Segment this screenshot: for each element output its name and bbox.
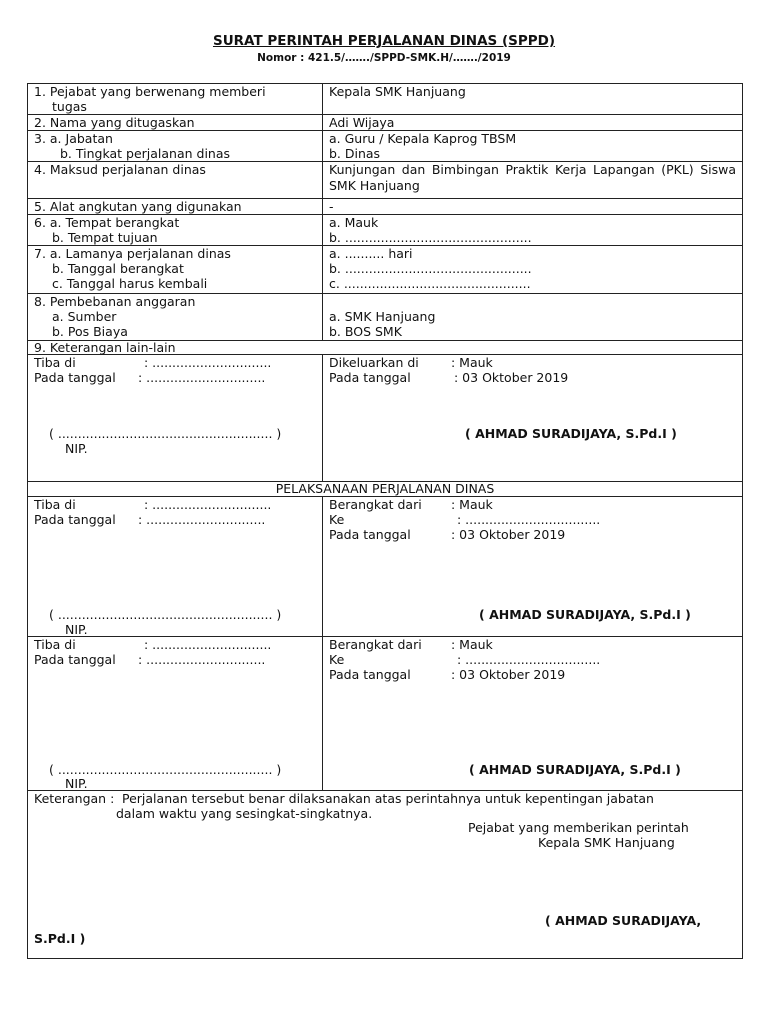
label-tanggal: Pada tanggal (329, 370, 411, 385)
label-berangkat-dari: Berangkat dari (329, 497, 422, 512)
label-ke: Ke (329, 512, 345, 527)
value-pada-tanggal: : .............................. (138, 652, 266, 667)
label-dikeluarkan: Dikeluarkan di (329, 355, 419, 370)
label-berangkat-dari: Berangkat dari (329, 637, 422, 652)
label-jabatan: 3. a. Jabatan (34, 131, 113, 146)
value-pada-tanggal: : .............................. (138, 370, 266, 385)
value-pejabat: Kepala SMK Hanjuang (329, 84, 466, 99)
label-lamanya: 7. a. Lamanya perjalanan dinas (34, 246, 231, 261)
row-lamanya (28, 246, 743, 294)
label-tanggal: Pada tanggal (329, 667, 411, 682)
label-pejabat: 1. Pejabat yang berwenang memberi (34, 84, 266, 99)
row-section-dikeluarkan (28, 355, 743, 482)
label-tanggal: Pada tanggal (329, 527, 411, 542)
label-maksud: 4. Maksud perjalanan dinas (34, 162, 206, 177)
signature-final-line1: ( AHMAD SURADIJAYA, (545, 913, 702, 928)
label-tiba: Tiba di (34, 497, 76, 512)
value-tempat-berangkat: a. Mauk (329, 215, 379, 230)
value-tiba: : .............................. (144, 497, 272, 512)
label-nama: 2. Nama yang ditugaskan (34, 115, 195, 130)
row-pelaksanaan-heading (28, 482, 743, 497)
value-tanggal: : 03 Oktober 2019 (454, 370, 569, 385)
value-tanggal: : 03 Oktober 2019 (451, 667, 566, 682)
label-ke: Ke (329, 652, 345, 667)
nip-label: NIP. (65, 622, 88, 637)
signature-left: ( ...................................................... ) (49, 607, 282, 622)
document-title: SURAT PERINTAH PERJALANAN DINAS (SPPD) (212, 33, 556, 49)
keterangan-label: Keterangan : (34, 791, 115, 806)
value-tanggal: : 03 Oktober 2019 (451, 527, 566, 542)
pejabat-title: Pejabat yang memberikan perintah (468, 820, 689, 835)
label-tiba: Tiba di (34, 637, 76, 652)
label-tingkat: b. Tingkat perjalanan dinas (60, 146, 231, 161)
row-maksud (28, 162, 743, 199)
nip-label: NIP. (65, 776, 88, 791)
row-anggaran (28, 294, 743, 341)
value-tiba: : .............................. (144, 637, 272, 652)
label-angkutan: 5. Alat angkutan yang digunakan (34, 199, 242, 214)
row-pelaksanaan-2 (28, 637, 743, 791)
value-pada-tanggal: : .............................. (138, 512, 266, 527)
nip-label: NIP. (65, 441, 88, 456)
value-ke: : .................................. (457, 512, 601, 527)
document-number: Nomor : 421.5/……./SPPD-SMK.H/……./2019 (257, 52, 511, 64)
value-sumber: a. SMK Hanjuang (329, 309, 436, 324)
value-lamanya: a. .......... hari (329, 246, 413, 261)
label-pada-tanggal: Pada tanggal (34, 652, 116, 667)
label-sumber: a. Sumber (52, 309, 117, 324)
value-angkutan: - (329, 199, 334, 214)
value-jabatan: a. Guru / Kepala Kaprog TBSM (329, 131, 517, 146)
label-pada-tanggal: Pada tanggal (34, 512, 116, 527)
value-pos-biaya: b. BOS SMK (329, 324, 402, 339)
pejabat-position: Kepala SMK Hanjuang (538, 835, 675, 850)
row-pelaksanaan-1 (28, 497, 743, 637)
label-tanggal-berangkat: b. Tanggal berangkat (52, 261, 184, 276)
value-tanggal-kembali: c. ............................................... (329, 276, 531, 291)
keterangan-line2: dalam waktu yang sesingkat-singkatnya. (116, 806, 373, 821)
signature-left: ( ...................................................... ) (49, 762, 282, 777)
value-maksud: Kunjungan dan Bimbingan Praktik Kerja Lapangan (PKL) Siswa SMK Hanjuang (329, 162, 736, 193)
label-tanggal-kembali: c. Tanggal harus kembali (52, 276, 208, 291)
label-pos-biaya: b. Pos Biaya (52, 324, 128, 339)
label-tiba: Tiba di (34, 355, 76, 370)
value-nama: Adi Wijaya (329, 115, 395, 130)
value-ke: : .................................. (457, 652, 601, 667)
row-keterangan-lain (28, 341, 743, 355)
value-tempat-tujuan: b. ............................................... (329, 230, 532, 245)
value-berangkat-dari: : Mauk (451, 497, 493, 512)
row-angkutan (28, 199, 743, 215)
row-jabatan (28, 131, 743, 162)
signature-right: ( AHMAD SURADIJAYA, S.Pd.I ) (469, 762, 681, 777)
row-nama (28, 115, 743, 131)
label-keterangan-lain: 9. Keterangan lain-lain (34, 340, 176, 355)
signature-right: ( AHMAD SURADIJAYA, S.Pd.I ) (479, 607, 691, 622)
row-keterangan (28, 791, 743, 959)
row-pejabat (28, 84, 743, 115)
signature-left: ( ...................................................... ) (49, 426, 282, 441)
row-tempat (28, 215, 743, 246)
sppd-form-table (27, 83, 743, 959)
value-berangkat-dari: : Mauk (451, 637, 493, 652)
value-tanggal-berangkat: b. ............................................... (329, 261, 532, 276)
label-pada-tanggal: Pada tanggal (34, 370, 116, 385)
keterangan-line1: Perjalanan tersebut benar dilaksanakan atas perintahnya untuk kepentingan jabatan (122, 791, 654, 806)
pelaksanaan-heading: PELAKSANAAN PERJALANAN DINAS (275, 481, 495, 496)
label-anggaran: 8. Pembebanan anggaran (34, 294, 196, 309)
value-dikeluarkan: : Mauk (451, 355, 493, 370)
signature-right: ( AHMAD SURADIJAYA, S.Pd.I ) (465, 426, 677, 441)
value-tiba: : .............................. (144, 355, 272, 370)
signature-final-line2: S.Pd.I ) (34, 931, 86, 946)
value-tingkat: b. Dinas (329, 146, 381, 161)
label-tempat-tujuan: b. Tempat tujuan (52, 230, 158, 245)
label-pejabat-cont: tugas (52, 99, 87, 114)
label-tempat-berangkat: 6. a. Tempat berangkat (34, 215, 180, 230)
